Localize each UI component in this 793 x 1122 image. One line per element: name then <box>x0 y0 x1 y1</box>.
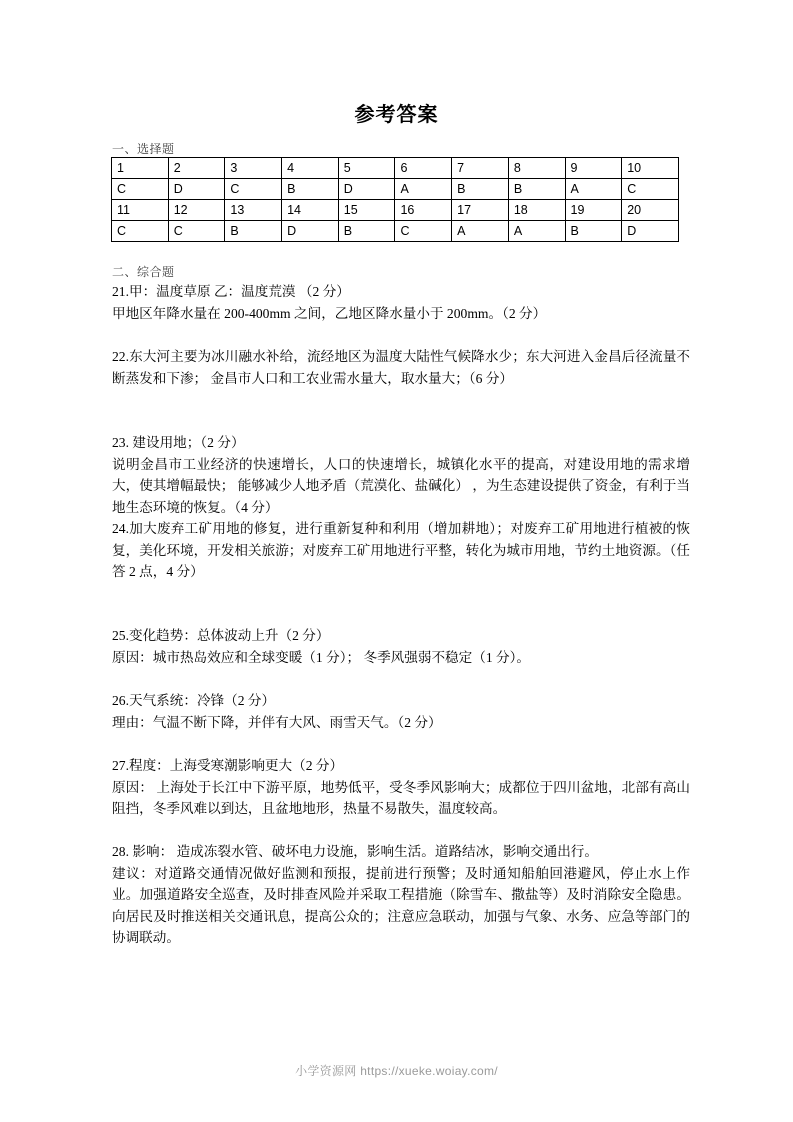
table-row <box>112 158 679 179</box>
answer-line: 25.变化趋势：总体波动上升（2 分） <box>112 628 330 643</box>
answer-block-28 <box>112 841 690 949</box>
table-cell: D <box>282 221 339 242</box>
table-cell: A <box>452 221 509 242</box>
table-cell: D <box>168 179 225 200</box>
answer-block-23 <box>112 432 690 518</box>
table-cell: 19 <box>565 200 622 221</box>
table-cell: B <box>282 179 339 200</box>
table-cell: 11 <box>112 200 169 221</box>
answer-block-21 <box>112 281 690 324</box>
table-cell: 12 <box>168 200 225 221</box>
answer-block-22 <box>112 346 690 389</box>
answer-line: 甲地区年降水量在 200-400mm 之间，乙地区降水量小于 200mm。（2 分） <box>112 305 547 321</box>
table-cell: 9 <box>565 158 622 179</box>
table-cell: B <box>338 221 395 242</box>
table-cell: C <box>112 179 169 200</box>
section-label-choice: 一、选择题 <box>112 142 175 156</box>
answer-line: 说明金昌市工业经济的快速增长，人口的快速增长，城镇化水平的提高，对建设用地的需求增大，使其增幅最快； 能够减少人地矛盾（荒漠化、盐碱化） ，为生态建设提供了资金，有利于当地生态环境的恢复。（4 分） <box>112 456 690 515</box>
table-cell: C <box>225 179 282 200</box>
page-title: 参考答案 <box>354 104 439 126</box>
table-cell: C <box>168 221 225 242</box>
table-cell: 2 <box>168 158 225 179</box>
table-cell: 7 <box>452 158 509 179</box>
table-cell: C <box>622 179 679 200</box>
answer-line: 原因： 上海处于长江中下游平原，地势低平，受冬季风影响大；成都位于四川盆地，北部有高山阻挡，冬季风难以到达，且盆地地形，热量不易散失，温度较高。 <box>112 779 690 816</box>
table-row <box>112 200 679 221</box>
answer-line: 21.甲：温度草原 乙：温度荒漠 （2 分） <box>112 284 350 299</box>
answer-block-27 <box>112 755 690 820</box>
table-row <box>112 221 679 242</box>
table-cell: D <box>622 221 679 242</box>
answer-line: 23. 建设用地；（2 分） <box>112 435 245 450</box>
answer-line: 26.天气系统：冷锋（2 分） <box>112 693 276 708</box>
table-cell: 14 <box>282 200 339 221</box>
answer-block-24 <box>112 518 690 583</box>
answer-line: 22.东大河主要为冰川融水补给，流经地区为温度大陆性气候降水少；东大河进入金昌后径流量不断蒸发和下渗； 金昌市人口和工农业需水量大，取水量大；（6 分） <box>112 349 690 386</box>
footer-watermark: 小学资源网 https://xueke.woiay.com/ <box>295 1064 498 1078</box>
table-cell: 3 <box>225 158 282 179</box>
table-cell: B <box>452 179 509 200</box>
table-cell: A <box>565 179 622 200</box>
table-cell: 4 <box>282 158 339 179</box>
answer-block-25 <box>112 625 690 668</box>
answer-line: 建议：对道路交通情况做好监测和预报，提前进行预警；及时通知船舶回港避风，停止水上作业。加强道路安全巡查，及时排查风险并采取工程措施（除雪车、撒盐等）及时消除安全隐患。向居民及时推送相关交通讯息，提高公众的；注意应急联动，加强与气象、水务、应急等部门的协调联动。 <box>112 865 690 945</box>
table-cell: 15 <box>338 200 395 221</box>
table-cell: 17 <box>452 200 509 221</box>
table-cell: 8 <box>508 158 565 179</box>
table-row <box>112 179 679 200</box>
answer-key-table <box>111 157 679 242</box>
table-cell: A <box>508 221 565 242</box>
table-cell: B <box>225 221 282 242</box>
table-cell: 1 <box>112 158 169 179</box>
answer-block-26 <box>112 690 690 733</box>
table-cell: 18 <box>508 200 565 221</box>
table-cell: B <box>508 179 565 200</box>
answer-line: 27.程度：上海受寒潮影响更大（2 分） <box>112 758 344 773</box>
answer-line: 24.加大废弃工矿用地的修复，进行重新复种和利用（增加耕地）；对废弃工矿用地进行植被的恢复，美化环境，开发相关旅游；对废弃工矿用地进行平整，转化为城市用地，节约土地资源。（任答 2 点，4 分） <box>112 521 690 579</box>
table-cell: A <box>395 179 452 200</box>
answer-line: 理由：气温不断下降，并伴有大风、雨雪天气。（2 分） <box>112 714 442 730</box>
answer-line: 原因：城市热岛效应和全球变暖（1 分）； 冬季风强弱不稳定（1 分）。 <box>112 649 530 665</box>
table-cell: D <box>338 179 395 200</box>
table-cell: 20 <box>622 200 679 221</box>
table-cell: 16 <box>395 200 452 221</box>
section-label-comprehensive: 二、综合题 <box>112 265 175 279</box>
table-cell: 13 <box>225 200 282 221</box>
table-cell: 5 <box>338 158 395 179</box>
table-cell: C <box>395 221 452 242</box>
table-cell: 6 <box>395 158 452 179</box>
table-cell: C <box>112 221 169 242</box>
table-cell: 10 <box>622 158 679 179</box>
table-cell: B <box>565 221 622 242</box>
answer-key-body <box>112 158 679 242</box>
answer-line: 28. 影响： 造成冻裂水管、破坏电力设施，影响生活。道路结冰，影响交通出行。 <box>112 844 598 859</box>
